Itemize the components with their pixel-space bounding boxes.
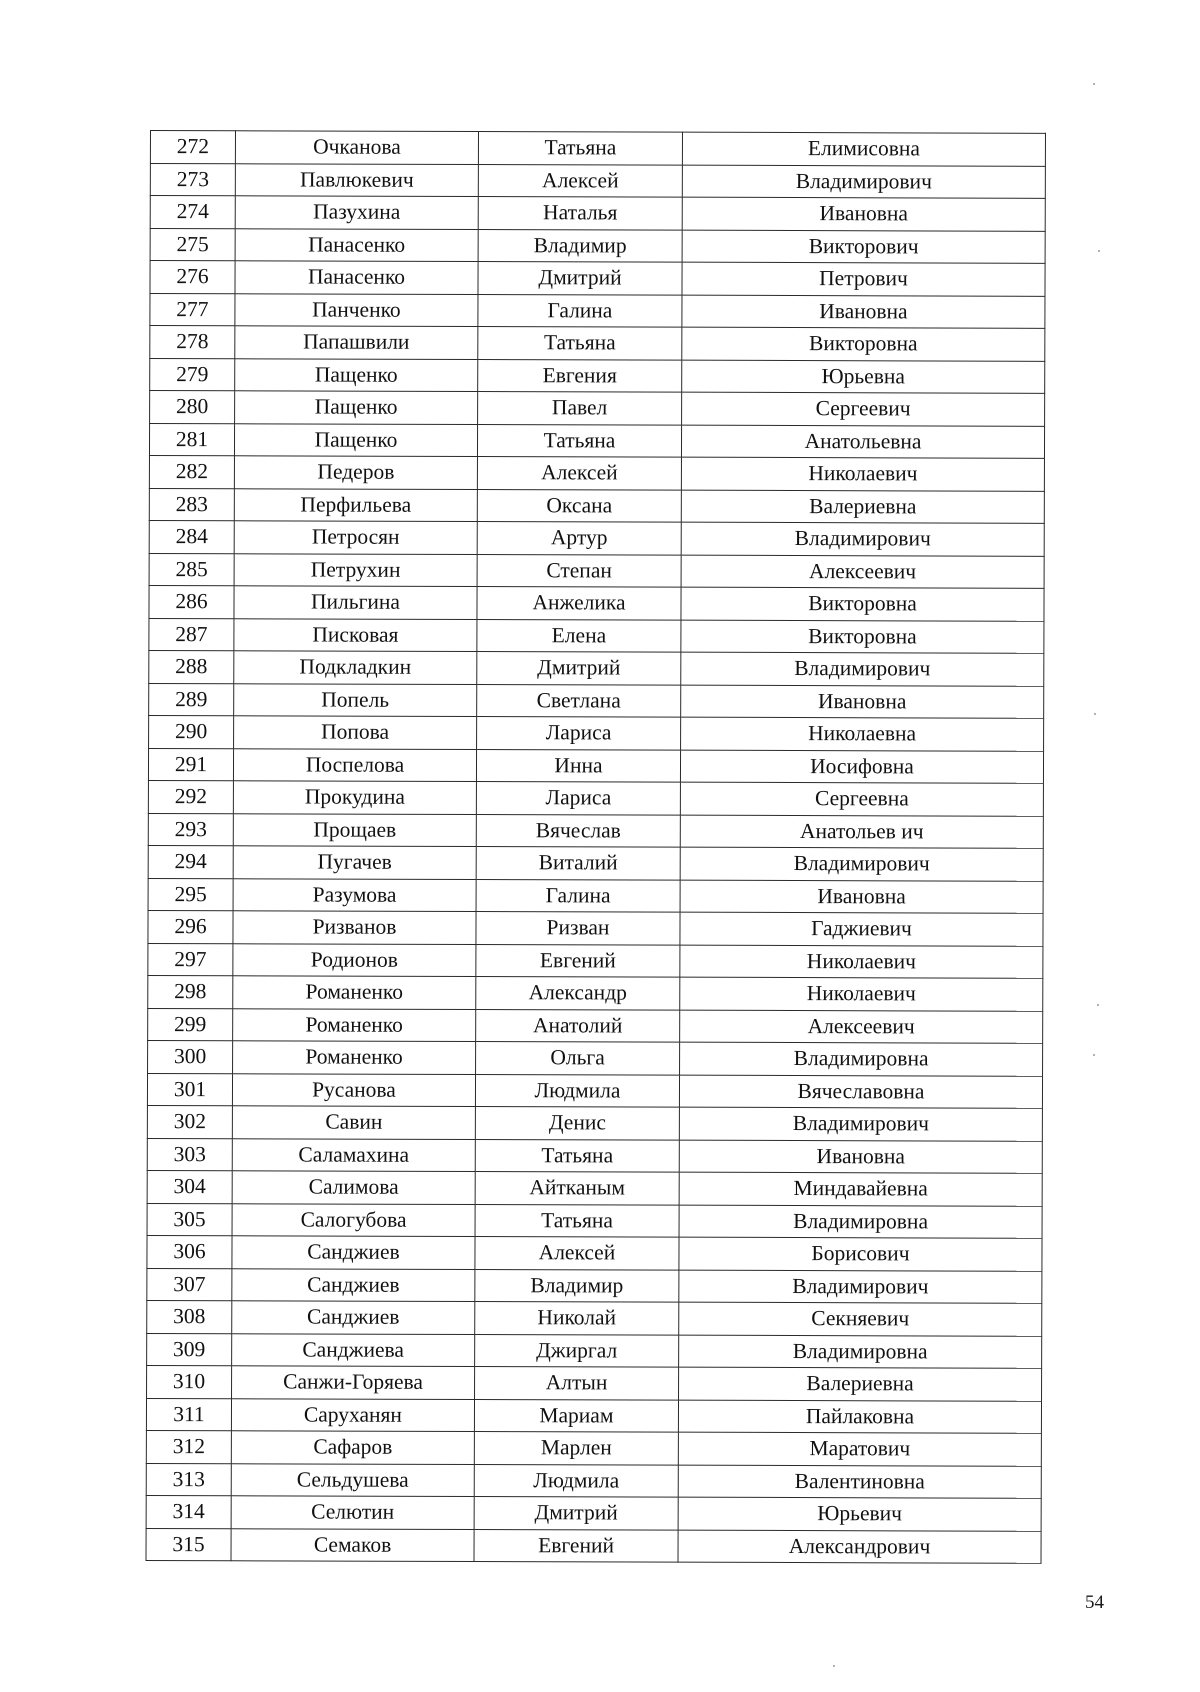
row-number-cell: 276 [150, 261, 235, 294]
row-number-cell: 312 [146, 1430, 231, 1463]
patronymic-cell: Гаджиевич [680, 912, 1043, 946]
patronymic-cell: Петрович [682, 262, 1045, 296]
surname-cell: Русанова [232, 1073, 475, 1106]
first-name-cell: Елена [477, 619, 681, 652]
row-number-cell: 311 [146, 1398, 231, 1431]
table-row [150, 391, 1045, 426]
table-row [148, 748, 1043, 783]
table-row [150, 131, 1045, 166]
surname-cell: Салимова [232, 1171, 475, 1204]
surname-cell: Селютин [231, 1496, 474, 1529]
surname-cell: Саруханян [231, 1398, 474, 1431]
table-row [147, 1105, 1042, 1140]
surname-cell: Разумова [233, 878, 476, 911]
table-row [149, 520, 1044, 555]
surname-cell: Педеров [234, 456, 477, 489]
first-name-cell: Оксана [477, 489, 681, 522]
row-number-cell: 277 [150, 293, 235, 326]
surname-cell: Петросян [234, 521, 477, 554]
surname-cell: Пазухина [235, 196, 478, 229]
row-number-cell: 297 [148, 943, 233, 976]
surname-cell: Очканова [235, 131, 478, 164]
first-name-cell: Татьяна [475, 1139, 679, 1172]
page-number: 54 [1085, 1592, 1104, 1613]
surname-cell: Сафаров [231, 1431, 474, 1464]
first-name-cell: Александр [476, 977, 680, 1010]
table-row [150, 293, 1045, 328]
surname-cell: Перфильева [234, 488, 477, 521]
patronymic-cell: Викторовна [681, 587, 1044, 621]
first-name-cell: Инна [476, 749, 680, 782]
row-number-cell: 278 [150, 326, 235, 359]
first-name-cell: Татьяна [478, 132, 682, 165]
first-name-cell: Джиргал [475, 1334, 679, 1367]
first-name-cell: Лариса [476, 782, 680, 815]
surname-cell: Ризванов [233, 911, 476, 944]
patronymic-cell: Иосифовна [680, 750, 1043, 784]
first-name-cell: Дмитрий [478, 262, 682, 295]
table-row [148, 813, 1043, 848]
surname-cell: Пащенко [235, 358, 478, 391]
surname-cell: Семаков [231, 1528, 474, 1561]
row-number-cell: 291 [148, 748, 233, 781]
first-name-cell: Алексей [478, 164, 682, 197]
patronymic-cell: Вячеславовна [679, 1075, 1042, 1109]
row-number-cell: 302 [147, 1105, 232, 1138]
row-number-cell: 305 [147, 1203, 232, 1236]
surname-cell: Писковая [234, 618, 477, 651]
patronymic-cell: Александрович [678, 1530, 1041, 1564]
patronymic-cell: Ивановна [682, 197, 1045, 231]
surname-cell: Пащенко [235, 391, 478, 424]
row-number-cell: 273 [150, 163, 235, 196]
table-row [146, 1495, 1041, 1530]
row-number-cell: 286 [149, 585, 234, 618]
table-row [150, 358, 1045, 393]
row-number-cell: 280 [150, 391, 235, 424]
table-row [146, 1528, 1041, 1563]
patronymic-cell: Миндавайевна [679, 1172, 1042, 1206]
patronymic-cell: Викторовна [682, 327, 1045, 361]
first-name-cell: Марлен [474, 1432, 678, 1465]
first-name-cell: Павел [478, 392, 682, 425]
row-number-cell: 314 [146, 1495, 231, 1528]
surname-cell: Папашвили [235, 326, 478, 359]
surname-cell: Романенко [233, 1008, 476, 1041]
first-name-cell: Ризван [476, 912, 680, 945]
surname-cell: Романенко [233, 1041, 476, 1074]
row-number-cell: 272 [150, 131, 235, 164]
patronymic-cell: Сергеевна [680, 782, 1043, 816]
scan-speck [1094, 713, 1096, 715]
first-name-cell: Мариам [474, 1399, 678, 1432]
surname-cell: Романенко [233, 976, 476, 1009]
row-number-cell: 279 [150, 358, 235, 391]
table-row [147, 1235, 1042, 1270]
scan-speck [1097, 1004, 1099, 1006]
first-name-cell: Ольга [476, 1042, 680, 1075]
first-name-cell: Айтканым [475, 1172, 679, 1205]
row-number-cell: 303 [147, 1138, 232, 1171]
first-name-cell: Алексей [475, 1237, 679, 1270]
first-name-cell: Евгения [478, 359, 682, 392]
surname-cell: Пильгина [234, 586, 477, 619]
patronymic-cell: Юрьевич [678, 1497, 1041, 1531]
surname-cell: Салогубова [232, 1203, 475, 1236]
row-number-cell: 306 [147, 1235, 232, 1268]
table-row [148, 780, 1043, 815]
patronymic-cell: Викторовна [681, 620, 1044, 654]
table-row [149, 488, 1044, 523]
row-number-cell: 281 [149, 423, 234, 456]
patronymic-cell: Елимисовна [682, 132, 1045, 166]
patronymic-cell: Викторович [682, 230, 1045, 264]
surname-cell: Панасенко [235, 261, 478, 294]
first-name-cell: Дмитрий [474, 1497, 678, 1530]
patronymic-cell: Валериевна [679, 1367, 1042, 1401]
first-name-cell: Степан [477, 554, 681, 587]
surname-cell: Павлюкевич [235, 163, 478, 196]
table-row [148, 845, 1043, 880]
row-number-cell: 296 [148, 910, 233, 943]
surname-cell: Родионов [233, 943, 476, 976]
table-row [146, 1463, 1041, 1498]
patronymic-cell: Ивановна [682, 295, 1045, 329]
row-number-cell: 288 [149, 650, 234, 683]
row-number-cell: 294 [148, 845, 233, 878]
first-name-cell: Виталий [476, 847, 680, 880]
patronymic-cell: Ивановна [681, 685, 1044, 719]
first-name-cell: Анатолий [476, 1009, 680, 1042]
patronymic-cell: Алексеевич [680, 1010, 1043, 1044]
table-row [149, 650, 1044, 685]
table-row [150, 196, 1045, 231]
table-row [150, 326, 1045, 361]
patronymic-cell: Валериевна [681, 490, 1044, 524]
scan-speck [1093, 1054, 1095, 1056]
first-name-cell: Людмила [475, 1074, 679, 1107]
first-name-cell: Наталья [478, 197, 682, 230]
patronymic-cell: Ивановна [680, 880, 1043, 914]
row-number-cell: 304 [147, 1170, 232, 1203]
table-row [148, 943, 1043, 978]
table-row [147, 1300, 1042, 1335]
first-name-cell: Дмитрий [477, 652, 681, 685]
first-name-cell: Анжелика [477, 587, 681, 620]
first-name-cell: Владимир [478, 229, 682, 262]
patronymic-cell: Анатольевна [681, 425, 1044, 459]
names-table [146, 130, 1046, 1564]
surname-cell: Попель [234, 683, 477, 716]
row-number-cell: 290 [149, 715, 234, 748]
table-row [147, 1203, 1042, 1238]
table-row [147, 1365, 1042, 1400]
first-name-cell: Евгений [474, 1529, 678, 1562]
first-name-cell: Евгений [476, 944, 680, 977]
table-row [147, 1170, 1042, 1205]
surname-cell: Санджиев [232, 1268, 475, 1301]
patronymic-cell: Николаевич [681, 457, 1044, 491]
scan-speck [1093, 83, 1095, 85]
patronymic-cell: Владимировна [680, 1042, 1043, 1076]
row-number-cell: 284 [149, 520, 234, 553]
surname-cell: Санджиева [232, 1333, 475, 1366]
surname-cell: Санжи-Горяева [232, 1366, 475, 1399]
table-row [146, 1430, 1041, 1465]
row-number-cell: 310 [147, 1365, 232, 1398]
table-row [150, 163, 1045, 198]
patronymic-cell: Пайлаковна [678, 1400, 1041, 1434]
table-row [147, 1073, 1042, 1108]
first-name-cell: Алтын [475, 1367, 679, 1400]
surname-cell: Пугачев [233, 846, 476, 879]
row-number-cell: 308 [147, 1300, 232, 1333]
table-row [150, 228, 1045, 263]
patronymic-cell: Алексеевич [681, 555, 1044, 589]
names-table-body [146, 131, 1045, 1564]
first-name-cell: Владимир [475, 1269, 679, 1302]
patronymic-cell: Владимирович [682, 165, 1045, 199]
first-name-cell: Татьяна [478, 327, 682, 360]
row-number-cell: 293 [148, 813, 233, 846]
patronymic-cell: Николаевна [681, 717, 1044, 751]
surname-cell: Пащенко [234, 423, 477, 456]
patronymic-cell: Владимирович [679, 1270, 1042, 1304]
patronymic-cell: Владимирович [680, 847, 1043, 881]
row-number-cell: 282 [149, 455, 234, 488]
table-row [150, 261, 1045, 296]
surname-cell: Панасенко [235, 228, 478, 261]
patronymic-cell: Владимирович [681, 522, 1044, 556]
row-number-cell: 301 [147, 1073, 232, 1106]
patronymic-cell: Юрьевна [682, 360, 1045, 394]
row-number-cell: 298 [148, 975, 233, 1008]
row-number-cell: 309 [147, 1333, 232, 1366]
scan-speck [833, 1665, 835, 1667]
table-row [149, 423, 1044, 458]
surname-cell: Петрухин [234, 553, 477, 586]
table-row [149, 585, 1044, 620]
row-number-cell: 299 [148, 1008, 233, 1041]
patronymic-cell: Маратович [678, 1432, 1041, 1466]
surname-cell: Попова [234, 716, 477, 749]
table-row [149, 455, 1044, 490]
surname-cell: Поспелова [233, 748, 476, 781]
patronymic-cell: Владимирович [679, 1107, 1042, 1141]
patronymic-cell: Николаевич [680, 945, 1043, 979]
table-row [147, 1138, 1042, 1173]
surname-cell: Прощаев [233, 813, 476, 846]
table-row [148, 1008, 1043, 1043]
row-number-cell: 285 [149, 553, 234, 586]
first-name-cell: Светлана [477, 684, 681, 717]
first-name-cell: Татьяна [477, 424, 681, 457]
surname-cell: Савин [232, 1106, 475, 1139]
patronymic-cell: Анатольев ич [680, 815, 1043, 849]
row-number-cell: 313 [146, 1463, 231, 1496]
table-row [148, 975, 1043, 1010]
row-number-cell: 300 [148, 1040, 233, 1073]
table-row [149, 618, 1044, 653]
surname-cell: Санджиев [232, 1301, 475, 1334]
row-number-cell: 287 [149, 618, 234, 651]
table-row [148, 878, 1043, 913]
row-number-cell: 283 [149, 488, 234, 521]
table-row [148, 1040, 1043, 1075]
table-row [149, 553, 1044, 588]
patronymic-cell: Владимировна [679, 1335, 1042, 1369]
first-name-cell: Галина [476, 879, 680, 912]
table-row [146, 1398, 1041, 1433]
table-row [147, 1268, 1042, 1303]
row-number-cell: 295 [148, 878, 233, 911]
first-name-cell: Вячеслав [476, 814, 680, 847]
first-name-cell: Николай [475, 1302, 679, 1335]
row-number-cell: 292 [148, 780, 233, 813]
first-name-cell: Артур [477, 522, 681, 555]
row-number-cell: 315 [146, 1528, 231, 1561]
patronymic-cell: Владимирович [681, 652, 1044, 686]
surname-cell: Саламахина [232, 1138, 475, 1171]
row-number-cell: 307 [147, 1268, 232, 1301]
first-name-cell: Алексей [477, 457, 681, 490]
patronymic-cell: Владимировна [679, 1205, 1042, 1239]
patronymic-cell: Сергеевич [682, 392, 1045, 426]
scan-speck [1098, 250, 1100, 252]
table-row [149, 715, 1044, 750]
first-name-cell: Денис [475, 1107, 679, 1140]
table-row [149, 683, 1044, 718]
patronymic-cell: Николаевич [680, 977, 1043, 1011]
first-name-cell: Лариса [477, 717, 681, 750]
surname-cell: Панченко [235, 293, 478, 326]
row-number-cell: 274 [150, 196, 235, 229]
surname-cell: Санджиев [232, 1236, 475, 1269]
surname-cell: Подкладкин [234, 651, 477, 684]
first-name-cell: Татьяна [475, 1204, 679, 1237]
first-name-cell: Людмила [474, 1464, 678, 1497]
patronymic-cell: Валентиновна [678, 1465, 1041, 1499]
surname-cell: Прокудина [233, 781, 476, 814]
surname-cell: Сельдушева [231, 1463, 474, 1496]
row-number-cell: 275 [150, 228, 235, 261]
first-name-cell: Галина [478, 294, 682, 327]
table-row [148, 910, 1043, 945]
row-number-cell: 289 [149, 683, 234, 716]
table-row [147, 1333, 1042, 1368]
patronymic-cell: Секняевич [679, 1302, 1042, 1336]
patronymic-cell: Ивановна [679, 1140, 1042, 1174]
patronymic-cell: Борисович [679, 1237, 1042, 1271]
